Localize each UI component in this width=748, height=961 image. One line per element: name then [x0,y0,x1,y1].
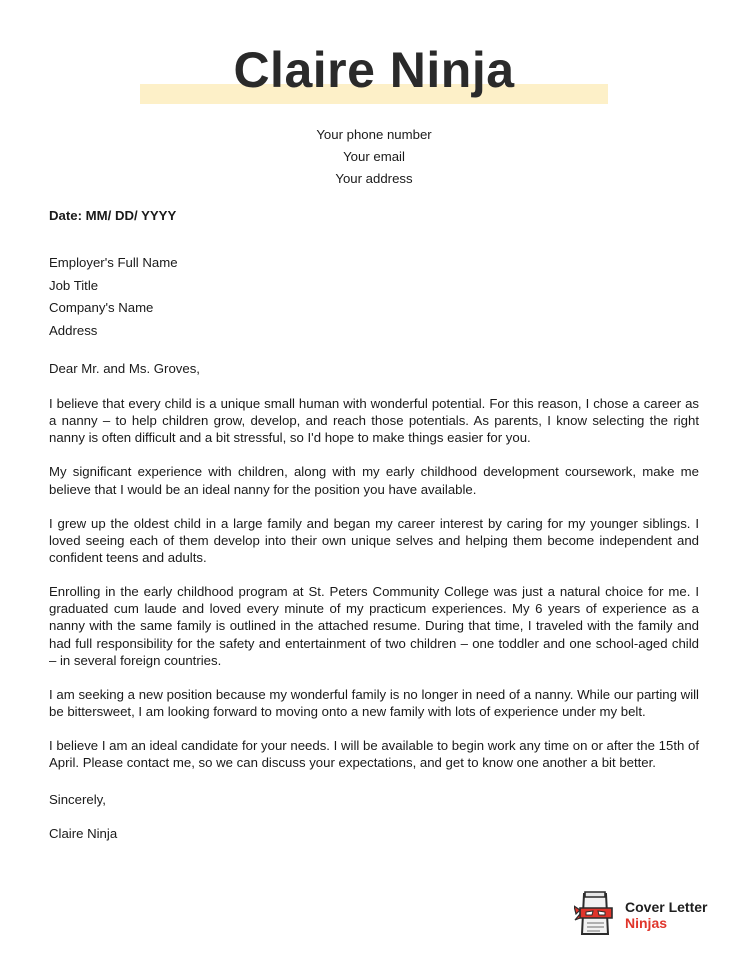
employer-address: Address [49,323,98,339]
body-paragraph: My significant experience with children, along with my early childhood development coursework, make me believe that I would be an ideal nanny for the position you have available. [49,464,699,497]
body-paragraph: I believe that every child is a unique small human with wonderful potential. For this reason, I chose a career as a nanny – to help children grow, develop, and reach those potentials. As parents, I know selecting the right nanny is often difficult and a bit stressful, so I'd hope to make things easier for you. [49,396,699,446]
signature: Claire Ninja [49,826,118,841]
logo-wordmark [625,899,707,931]
logo-line-cover-letter: Cover Letter [625,899,708,915]
closing: Sincerely, [49,792,106,807]
contact-phone: Your phone number [316,127,432,142]
letter-date: Date: MM/ DD/ YYYY [49,208,177,223]
employer-block [49,252,699,343]
contact-email: Your email [343,149,405,164]
body-paragraph: I grew up the oldest child in a large family and began my career interest by caring for my younger siblings. I loved seeing each of them develop into their own unique selves and helping them become independent and confident teens and adults. [49,515,699,566]
body-paragraph: I am seeking a new position because my wonderful family is no longer in need of a nanny. While our parting will be bittersweet, I am looking forward to moving onto a new family with lots of experience under my belt. [49,686,699,720]
body-paragraph: Enrolling in the early childhood program at St. Peters Community College was just a natural choice for me. I graduated cum laude and loved every minute of my practicum experiences. My 6 years of experience as a nanny with the same family is outlined in the attached resume. During that time, I traveled with the family and had full responsibility for the safety and entertainment of two children – one toddler and one school-aged child – in several foreign countries. [49,584,699,668]
applicant-name: Claire Ninja [233,42,515,98]
cover-letter-ninjas-logo [574,890,724,938]
letter-body [49,395,699,788]
contact-address: Your address [335,171,413,186]
body-paragraph: I believe I am an ideal candidate for your needs. I will be available to begin work any time on or after the 15th of April. Please contact me, so we can discuss your expectations, and get to know one another a bit better. [49,738,699,771]
ninja-mascot-icon [574,890,618,938]
employer-full-name: Employer's Full Name [49,255,178,270]
employer-job-title: Job Title [49,277,99,293]
employer-company: Company's Name [49,300,154,316]
salutation: Dear Mr. and Ms. Groves, [49,361,200,376]
logo-line-ninjas: Ninjas [625,915,668,931]
contact-block [0,124,748,190]
